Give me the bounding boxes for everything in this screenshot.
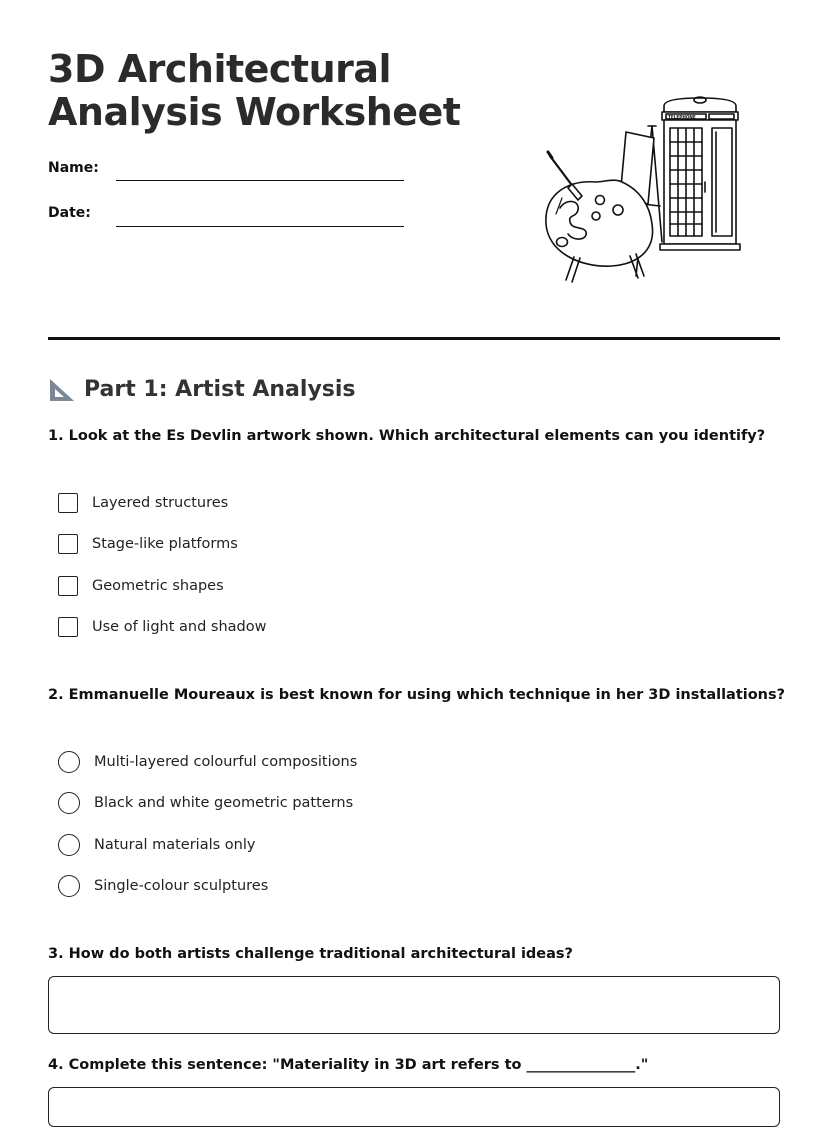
title-line-1: 3D Architectural: [48, 47, 392, 91]
radio-button[interactable]: [58, 834, 80, 856]
checkbox[interactable]: [58, 617, 78, 637]
option-label: Multi-layered colourful compositions: [94, 754, 358, 770]
option-label: Black and white geometric patterns: [94, 795, 354, 811]
part1-title: Part 1: Artist Analysis: [84, 376, 356, 402]
question-1: 1. Look at the Es Devlin artwork shown. Which architectural elements can you identify?: [48, 428, 766, 444]
q2-option-4[interactable]: [58, 874, 268, 898]
option-label: Single-colour sculptures: [94, 878, 269, 894]
radio-button[interactable]: [58, 875, 80, 897]
set-square-icon: [48, 375, 76, 403]
section-divider: [48, 337, 780, 340]
option-label: Stage-like platforms: [92, 536, 238, 552]
q4-answer-box[interactable]: [48, 1087, 780, 1127]
option-label: Geometric shapes: [92, 578, 224, 594]
worksheet-title: [48, 48, 460, 134]
name-label: Name:: [48, 160, 99, 176]
option-label: Natural materials only: [94, 837, 256, 853]
q1-option-3[interactable]: [58, 574, 224, 598]
question-4: 4. Complete this sentence: "Materiality in 3D art refers to _______________.": [48, 1057, 649, 1073]
question-2: 2. Emmanuelle Moureaux is best known for using which technique in her 3D installations?: [48, 687, 786, 703]
q2-option-3[interactable]: [58, 833, 255, 857]
radio-button[interactable]: [58, 792, 80, 814]
artist-palette-easel-phone-box-illustration: [540, 92, 746, 288]
booth-sign: TELEPHONE: [668, 114, 696, 120]
phone-box-icon: [660, 97, 740, 250]
part1-heading: [48, 372, 356, 406]
date-field[interactable]: [116, 226, 404, 227]
name-field[interactable]: [116, 180, 404, 181]
option-label: Layered structures: [92, 495, 229, 511]
date-label: Date:: [48, 205, 91, 221]
question-3: 3. How do both artists challenge traditional architectural ideas?: [48, 946, 573, 962]
q1-option-1[interactable]: [58, 491, 228, 515]
q1-option-4[interactable]: [58, 615, 266, 639]
option-label: Use of light and shadow: [92, 619, 267, 635]
q1-option-2[interactable]: [58, 532, 238, 556]
radio-button[interactable]: [58, 751, 80, 773]
checkbox[interactable]: [58, 493, 78, 513]
q2-option-1[interactable]: [58, 750, 357, 774]
q2-option-2[interactable]: [58, 791, 353, 815]
title-line-2: Analysis Worksheet: [48, 90, 461, 134]
q3-answer-box[interactable]: [48, 976, 780, 1034]
checkbox[interactable]: [58, 534, 78, 554]
checkbox[interactable]: [58, 576, 78, 596]
